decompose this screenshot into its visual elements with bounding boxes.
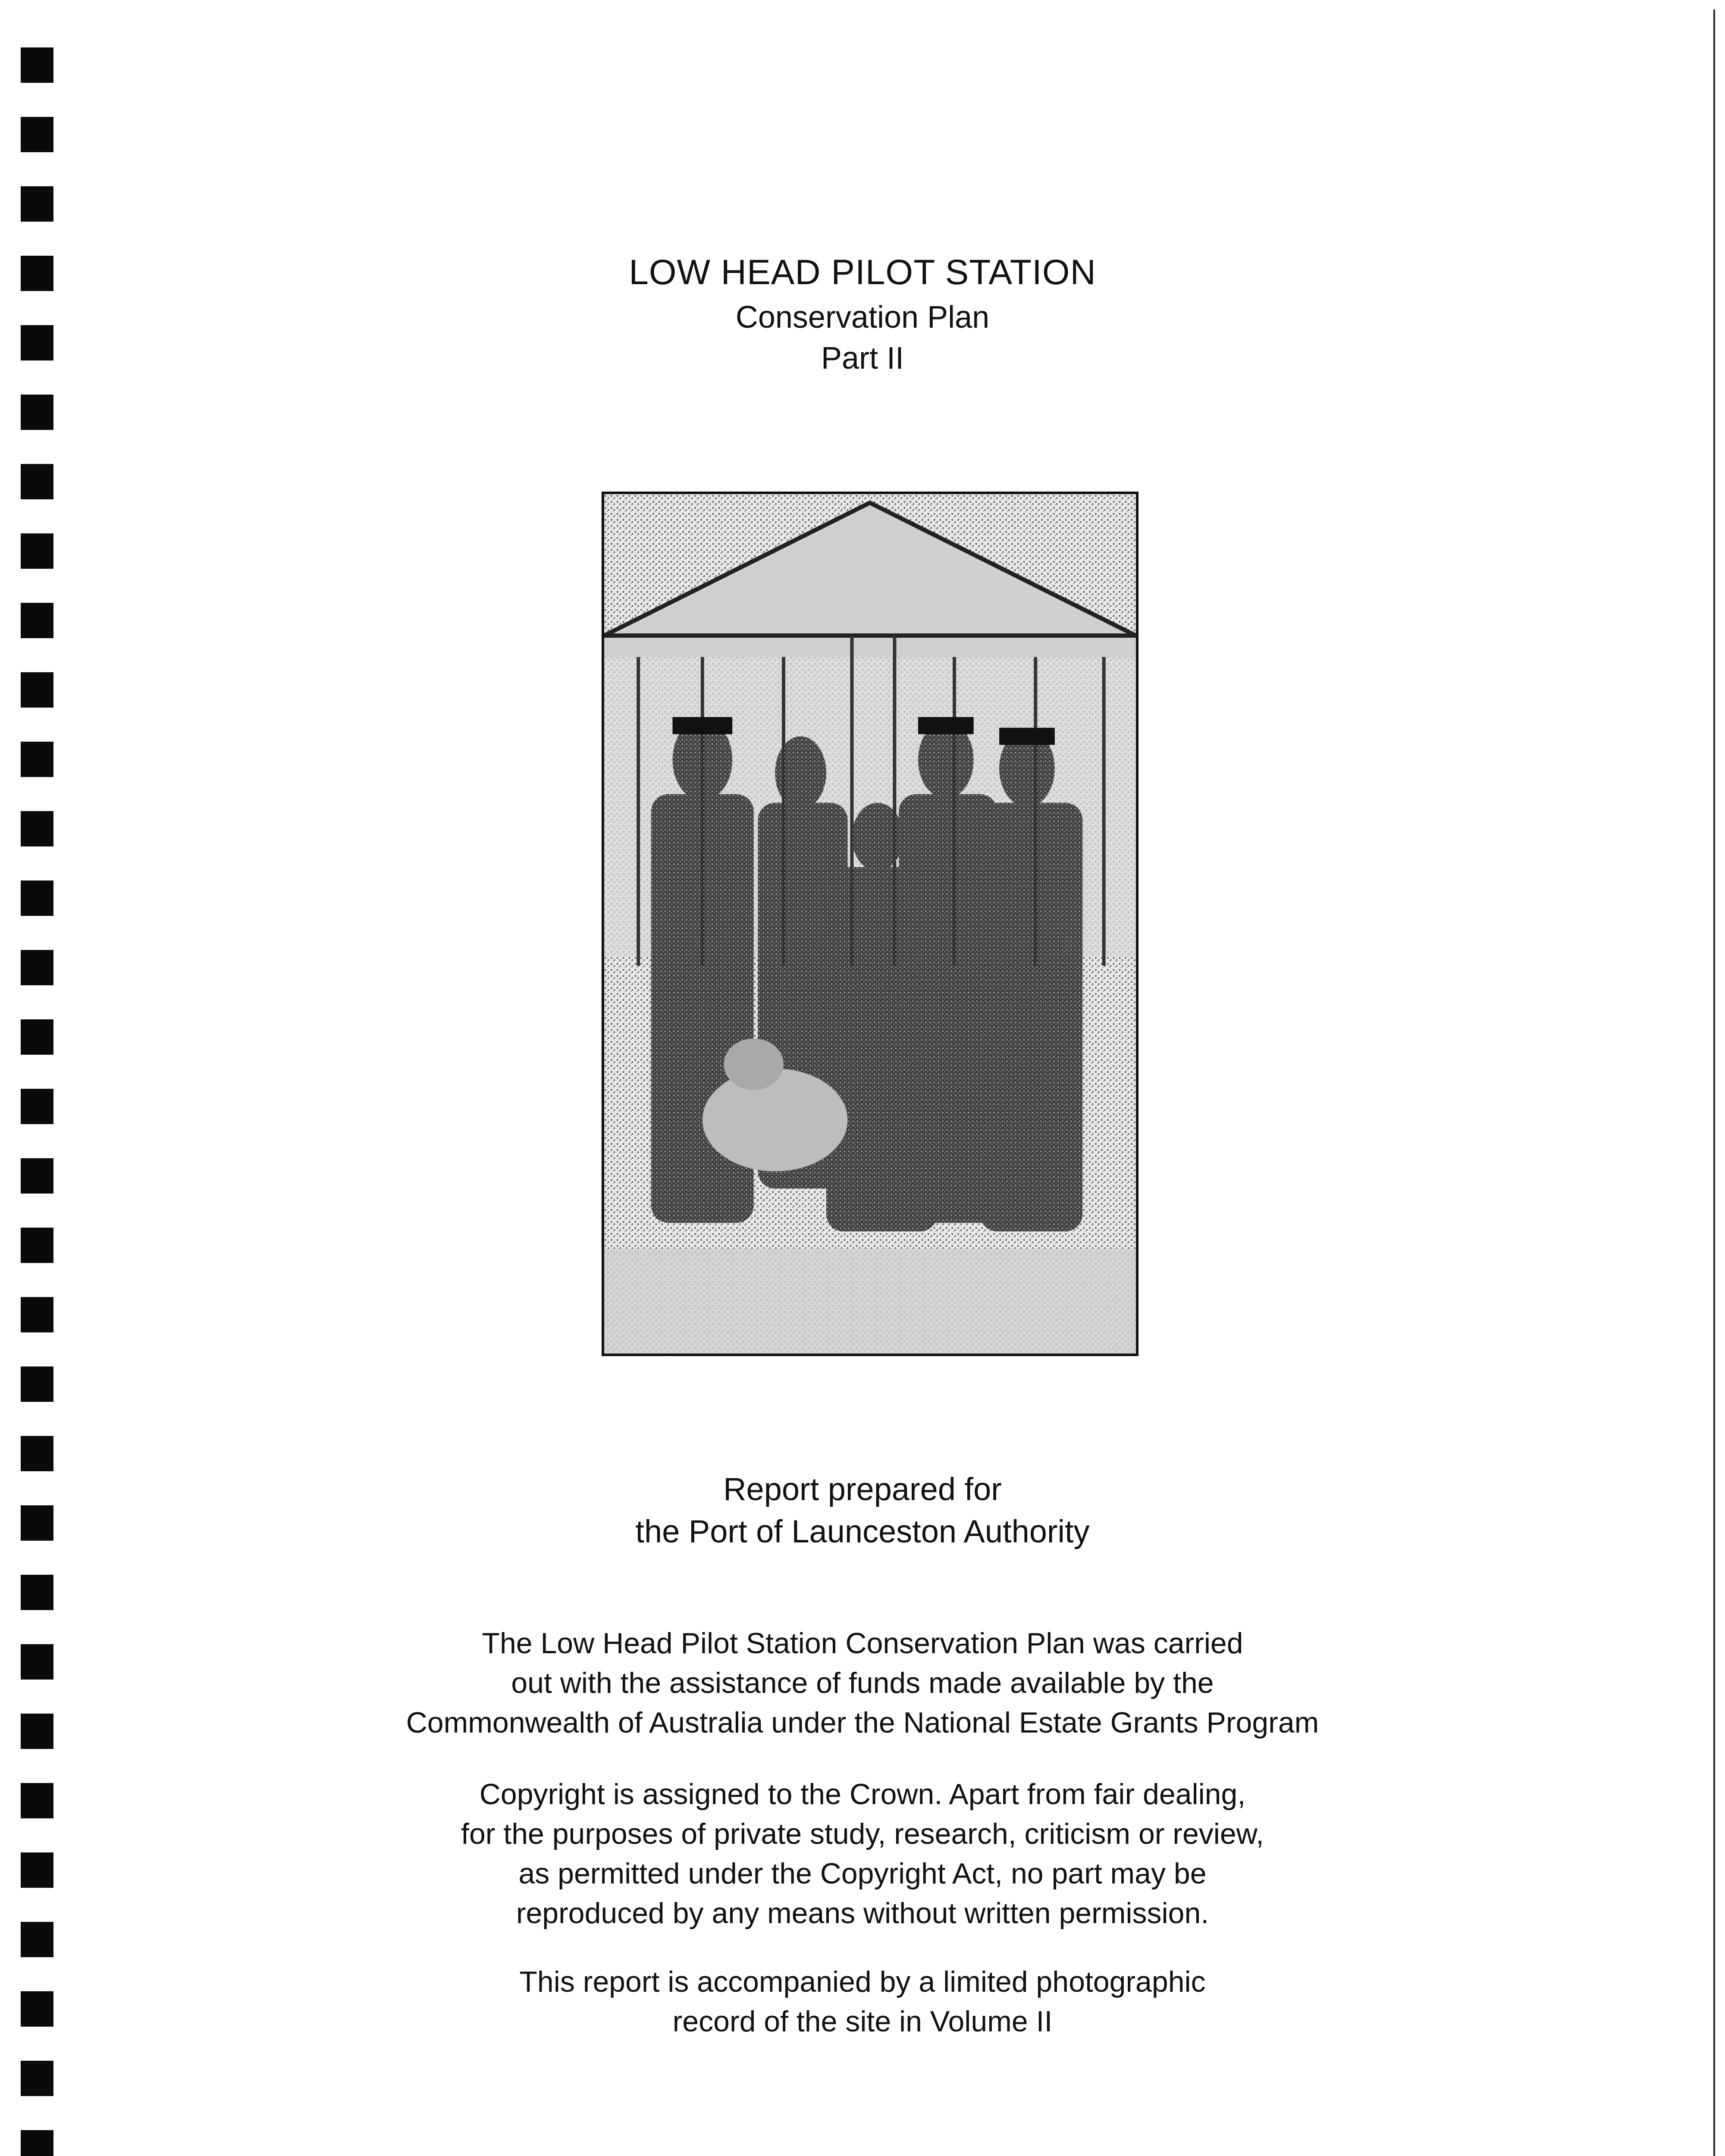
- document-part: Part II: [821, 341, 904, 376]
- binding-hole: [21, 811, 53, 846]
- grant-statement: [0, 1623, 1725, 1742]
- prepared-line-2: the Port of Launceston Authority: [635, 1514, 1090, 1549]
- copyright-line-1: Copyright is assigned to the Crown. Apart from fair dealing,: [479, 1778, 1246, 1811]
- binding-hole: [21, 117, 53, 152]
- document-title: LOW HEAD PILOT STATION: [629, 253, 1096, 292]
- binding-hole: [21, 1366, 53, 1402]
- binding-hole: [21, 1575, 53, 1610]
- binding-hole: [21, 742, 53, 777]
- record-line-1: This report is accompanied by a limited photographic: [519, 1965, 1206, 1998]
- historic-group-photo: [602, 492, 1138, 1356]
- prepared-line-1: Report prepared for: [723, 1471, 1002, 1507]
- copyright-line-3: as permitted under the Copyright Act, no part may be: [518, 1857, 1207, 1890]
- grant-line-2: out with the assistance of funds made available by the: [511, 1667, 1214, 1699]
- prepared-for: [0, 1468, 1725, 1553]
- binding-hole: [21, 186, 53, 222]
- binding-hole: [21, 47, 53, 83]
- copyright-line-2: for the purposes of private study, research, criticism or review,: [461, 1818, 1264, 1850]
- copyright-statement: [0, 1774, 1725, 1933]
- binding-hole: [21, 395, 53, 430]
- copyright-line-4: reproduced by any means without written permission.: [516, 1897, 1209, 1930]
- binding-hole: [21, 603, 53, 638]
- photo-icon: [604, 494, 1136, 1354]
- binding-hole: [21, 533, 53, 569]
- binding-hole: [21, 881, 53, 916]
- grant-line-1: The Low Head Pilot Station Conservation Plan was carried: [482, 1627, 1243, 1660]
- binding-hole: [21, 950, 53, 985]
- binding-hole: [21, 1158, 53, 1194]
- binding-hole: [21, 672, 53, 708]
- binding-hole: [21, 1019, 53, 1055]
- photographic-record-note: [0, 1962, 1725, 2041]
- binding-hole: [21, 464, 53, 499]
- binding-hole: [21, 2061, 53, 2096]
- document-subtitle: Conservation Plan: [735, 300, 990, 335]
- record-line-2: record of the site in Volume II: [672, 2005, 1053, 2038]
- binding-hole: [21, 1297, 53, 1332]
- binding-hole: [21, 1228, 53, 1263]
- binding-hole: [21, 1436, 53, 1471]
- binding-hole: [21, 2130, 53, 2156]
- binding-hole: [21, 1089, 53, 1124]
- grant-line-3: Commonwealth of Australia under the National Estate Grants Program: [406, 1706, 1319, 1739]
